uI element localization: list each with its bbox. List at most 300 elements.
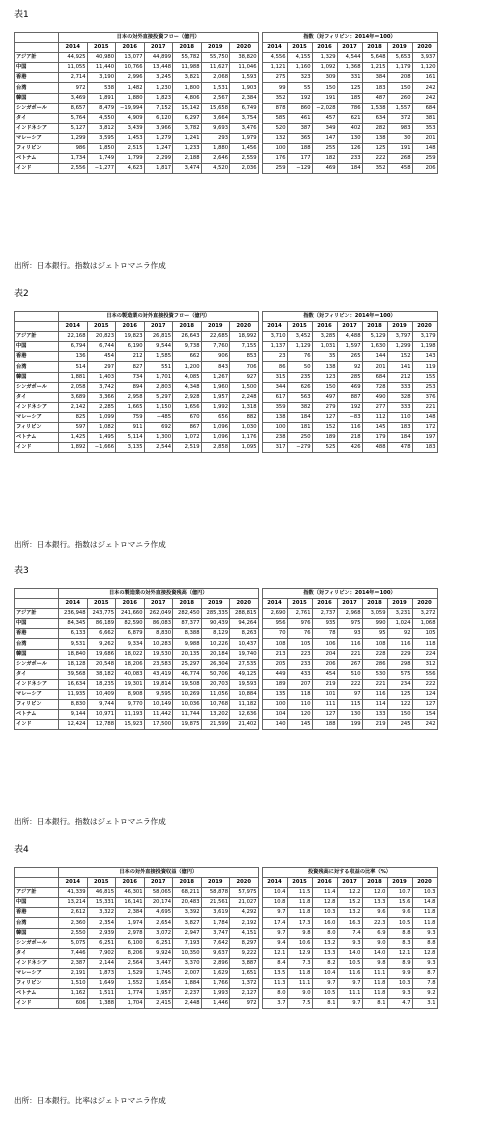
index-cell: 11.5 [287, 888, 312, 898]
index-cell: 17.3 [287, 918, 312, 928]
value-cell: 1,585 [144, 352, 173, 362]
year-header: 2018 [362, 599, 387, 609]
index-cell: 9.7 [262, 908, 287, 918]
value-cell: 3,392 [173, 908, 202, 918]
value-cell: 1,482 [116, 83, 145, 93]
index-cell: 145 [287, 720, 312, 730]
index-cell: 78 [312, 629, 337, 639]
value-cell: 1,299 [59, 133, 88, 143]
index-cell: 143 [412, 352, 437, 362]
value-cell: 1,531 [201, 83, 230, 93]
value-cell: 1,372 [230, 979, 259, 989]
value-cell: 18,022 [116, 649, 145, 659]
value-cell: 1,974 [116, 918, 145, 928]
value-cell: 7,155 [230, 342, 259, 352]
value-cell: 4,292 [230, 908, 259, 918]
index-cell: 9.7 [312, 979, 337, 989]
index-cell: 183 [412, 443, 437, 453]
value-cell: 11,442 [144, 710, 173, 720]
table-row [15, 443, 438, 453]
value-cell: 6,879 [116, 629, 145, 639]
index-cell: 333 [387, 382, 412, 392]
index-cell: 152 [312, 423, 337, 433]
value-cell: 20,703 [201, 679, 230, 689]
table-row [15, 609, 438, 619]
table-row [15, 958, 438, 968]
value-cell: 82,590 [116, 619, 145, 629]
value-cell: 1,072 [173, 433, 202, 443]
row-label: シンガポール [15, 938, 59, 948]
value-cell: 1,403 [87, 372, 116, 382]
value-cell: 1,230 [144, 83, 173, 93]
value-cell: 10,283 [144, 639, 173, 649]
value-cell: 706 [230, 362, 259, 372]
index-cell: 30 [387, 133, 412, 143]
index-cell: 11.8 [412, 918, 437, 928]
index-cell: 221 [412, 402, 437, 412]
index-cell: 13.2 [337, 908, 362, 918]
table-row [15, 123, 438, 133]
value-cell: 4,623 [116, 164, 145, 174]
value-cell: 827 [116, 362, 145, 372]
index-cell: 147 [312, 133, 337, 143]
value-cell: 39,568 [59, 669, 88, 679]
index-cell: 35 [312, 352, 337, 362]
row-label: 中国 [15, 63, 59, 73]
index-cell: 106 [312, 639, 337, 649]
index-cell: 235 [287, 372, 312, 382]
value-cell: 1,099 [87, 412, 116, 422]
value-cell: 38,820 [230, 53, 259, 63]
index-cell: 344 [262, 382, 287, 392]
value-cell: 3,245 [144, 73, 173, 83]
index-cell: 9.3 [337, 938, 362, 948]
row-label: ベトナム [15, 154, 59, 164]
index-cell: 975 [337, 619, 362, 629]
value-cell: 2,958 [116, 392, 145, 402]
year-header: 2014 [59, 43, 88, 53]
table-row [15, 73, 438, 83]
value-cell: 3,619 [201, 908, 230, 918]
value-cell: 8,830 [144, 629, 173, 639]
value-cell: 1,233 [173, 144, 202, 154]
index-cell: 1,068 [412, 619, 437, 629]
value-cell: 2,068 [201, 73, 230, 83]
row-label: 中国 [15, 619, 59, 629]
value-cell: 1,957 [201, 392, 230, 402]
index-cell: 135 [262, 689, 287, 699]
value-cell: 1,593 [230, 73, 259, 83]
index-cell: 110 [387, 412, 412, 422]
value-cell: 87,377 [173, 619, 202, 629]
index-cell: 312 [412, 659, 437, 669]
index-cell: 349 [312, 123, 337, 133]
row-label: フィリピン [15, 144, 59, 154]
index-cell: 9.3 [412, 958, 437, 968]
index-cell: 233 [337, 154, 362, 164]
table-row [15, 164, 438, 174]
index-cell: 127 [312, 412, 337, 422]
index-cell: 219 [312, 679, 337, 689]
index-cell: 260 [387, 93, 412, 103]
index-cell: 188 [287, 144, 312, 154]
group-header-row [15, 589, 438, 599]
index-cell: 125 [337, 83, 362, 93]
value-cell: 6,100 [116, 938, 145, 948]
index-cell: 116 [362, 689, 387, 699]
index-cell: 1,031 [312, 342, 337, 352]
value-cell: 1,957 [144, 989, 173, 999]
index-cell: 192 [337, 402, 362, 412]
index-cell: 487 [362, 93, 387, 103]
index-cell: 242 [412, 93, 437, 103]
index-cell: 154 [412, 710, 437, 720]
right-group-header: 指数（対フィリピン：2014年＝100） [262, 33, 437, 43]
source-note: 出所：日本銀行。指数はジェトロマニラ作成 [14, 540, 166, 549]
year-header: 2018 [362, 43, 387, 53]
index-cell: 3,710 [262, 332, 287, 342]
row-label: シンガポール [15, 382, 59, 392]
right-group-header: 指数（対フィリピン：2014年＝100） [262, 589, 437, 599]
index-cell: 213 [262, 649, 287, 659]
value-cell: 1,745 [144, 968, 173, 978]
value-cell: 5,127 [59, 123, 88, 133]
index-cell: 155 [412, 372, 437, 382]
row-label: インド [15, 720, 59, 730]
value-cell: 136 [59, 352, 88, 362]
corner-cell [15, 589, 59, 599]
index-cell: 4.7 [387, 999, 412, 1009]
index-cell: 317 [262, 443, 287, 453]
index-cell: 221 [337, 649, 362, 659]
value-cell: 58,878 [201, 888, 230, 898]
index-cell: 148 [412, 144, 437, 154]
value-cell: 3,366 [87, 392, 116, 402]
value-cell: 1,817 [144, 164, 173, 174]
index-cell: 95 [362, 629, 387, 639]
table-row [15, 989, 438, 999]
value-cell: 9,744 [87, 700, 116, 710]
value-cell: 16,141 [116, 898, 145, 908]
value-cell: 10,149 [144, 700, 173, 710]
value-cell: 4,348 [173, 382, 202, 392]
source-note: 出所：日本銀行。指数はジェトロマニラ作成 [14, 817, 166, 826]
index-cell: 183 [362, 83, 387, 93]
index-cell: 11.1 [337, 989, 362, 999]
index-cell: 469 [312, 164, 337, 174]
value-cell: 21,561 [201, 898, 230, 908]
value-cell: 49,125 [230, 669, 259, 679]
value-cell: 2,550 [59, 928, 88, 938]
index-cell: 575 [387, 669, 412, 679]
index-cell: 3,059 [362, 609, 387, 619]
index-cell: 1,368 [337, 63, 362, 73]
value-cell: 21,402 [230, 720, 259, 730]
value-cell: 13,077 [116, 53, 145, 63]
row-label: アジア計 [15, 888, 59, 898]
value-cell: 6,133 [59, 629, 88, 639]
value-cell: 9,531 [59, 639, 88, 649]
index-cell: 14.0 [362, 948, 387, 958]
index-cell: 4,488 [337, 332, 362, 342]
year-header: 2017 [337, 878, 362, 888]
table-row [15, 402, 438, 412]
value-cell: 2,928 [173, 392, 202, 402]
year-header: 2017 [144, 322, 173, 332]
index-cell: 201 [412, 133, 437, 143]
index-cell: 184 [287, 412, 312, 422]
table-row [15, 412, 438, 422]
index-cell: −129 [287, 164, 312, 174]
table-row [15, 372, 438, 382]
index-cell: 9.7 [337, 999, 362, 1009]
value-cell: 6,297 [173, 113, 202, 123]
index-cell: 242 [412, 83, 437, 93]
index-cell: 1,137 [262, 342, 287, 352]
value-cell: 6,749 [230, 103, 259, 113]
index-cell: 191 [312, 93, 337, 103]
index-cell: 520 [262, 123, 287, 133]
index-cell: 9.6 [362, 908, 387, 918]
index-cell: 112 [362, 412, 387, 422]
value-cell: 1,267 [201, 372, 230, 382]
index-cell: 76 [287, 352, 312, 362]
value-cell: 8,206 [116, 948, 145, 958]
index-cell: 11.8 [412, 908, 437, 918]
table-row [15, 928, 438, 938]
value-cell: 13,448 [144, 63, 173, 73]
index-cell: 104 [262, 710, 287, 720]
value-cell: 4,909 [116, 113, 145, 123]
value-cell: 6,251 [87, 938, 116, 948]
year-header: 2017 [337, 322, 362, 332]
table-row [15, 918, 438, 928]
table-title: 表4 [14, 845, 29, 855]
index-cell: 17.4 [262, 918, 287, 928]
index-cell: 199 [337, 720, 362, 730]
value-cell: 1,529 [116, 968, 145, 978]
row-label: ベトナム [15, 433, 59, 443]
index-cell: 16.0 [312, 918, 337, 928]
index-cell: 3,452 [287, 332, 312, 342]
row-label: 韓国 [15, 928, 59, 938]
index-cell: 150 [312, 382, 337, 392]
year-header: 2014 [59, 878, 88, 888]
value-cell: 19,875 [173, 720, 202, 730]
index-cell: 298 [387, 659, 412, 669]
index-cell: 189 [312, 433, 337, 443]
index-cell: 525 [312, 443, 337, 453]
index-cell: 11.8 [287, 898, 312, 908]
value-cell: 19,593 [230, 679, 259, 689]
index-cell: 3,285 [312, 332, 337, 342]
value-cell: 1,300 [144, 433, 173, 443]
value-cell: 20,483 [173, 898, 202, 908]
value-cell: 538 [87, 83, 116, 93]
data-table [14, 588, 438, 730]
index-cell: 9.0 [362, 938, 387, 948]
table-title: 表1 [14, 10, 29, 20]
value-cell: 68,211 [173, 888, 202, 898]
row-label: インドネシア [15, 123, 59, 133]
index-cell: 8.1 [312, 999, 337, 1009]
index-cell: 4,155 [287, 53, 312, 63]
table-row [15, 679, 438, 689]
value-cell: 656 [201, 412, 230, 422]
index-cell: 255 [312, 144, 337, 154]
table-row [15, 968, 438, 978]
value-cell: 2,519 [173, 443, 202, 453]
row-label: シンガポール [15, 659, 59, 669]
value-cell: 1,880 [116, 93, 145, 103]
table-row [15, 392, 438, 402]
value-cell: 8,830 [59, 700, 88, 710]
index-cell: 1,024 [387, 619, 412, 629]
value-cell: 297 [87, 362, 116, 372]
index-cell: 76 [287, 629, 312, 639]
value-cell: 7,446 [59, 948, 88, 958]
value-cell: 1,992 [201, 402, 230, 412]
index-cell: 205 [262, 659, 287, 669]
value-cell: 21,599 [201, 720, 230, 730]
value-cell: 906 [201, 352, 230, 362]
index-cell: 50 [287, 362, 312, 372]
row-label: アジア計 [15, 332, 59, 342]
value-cell: 9,770 [116, 700, 145, 710]
value-cell: 55,750 [201, 53, 230, 63]
index-cell: 116 [337, 639, 362, 649]
index-cell: 10.4 [312, 968, 337, 978]
value-cell: 1,800 [173, 83, 202, 93]
value-cell: 2,654 [144, 918, 173, 928]
index-cell: 9.4 [262, 938, 287, 948]
index-cell: 12.8 [312, 898, 337, 908]
index-cell: 11.3 [262, 979, 287, 989]
value-cell: 86,083 [144, 619, 173, 629]
index-cell: 111 [312, 700, 337, 710]
row-label: 香港 [15, 908, 59, 918]
index-cell: 127 [312, 710, 337, 720]
value-cell: 9,988 [173, 639, 202, 649]
table-row [15, 53, 438, 63]
value-cell: 670 [173, 412, 202, 422]
index-cell: 490 [362, 392, 387, 402]
table-row [15, 332, 438, 342]
index-cell: 9.9 [387, 968, 412, 978]
index-cell: 1,557 [387, 103, 412, 113]
index-cell: 130 [337, 710, 362, 720]
value-cell: 2,299 [144, 154, 173, 164]
index-cell: 206 [412, 164, 437, 174]
value-cell: 46,815 [87, 888, 116, 898]
value-cell: 10,437 [230, 639, 259, 649]
row-label: インドネシア [15, 958, 59, 968]
corner-cell [15, 43, 59, 53]
index-cell: 23 [262, 352, 287, 362]
corner-cell [15, 878, 59, 888]
index-cell: 983 [387, 123, 412, 133]
year-header-row [15, 43, 438, 53]
index-cell: 14.8 [412, 898, 437, 908]
value-cell: 843 [201, 362, 230, 372]
value-cell: 972 [59, 83, 88, 93]
index-cell: 9.7 [262, 928, 287, 938]
row-label: 台湾 [15, 639, 59, 649]
value-cell: 551 [144, 362, 173, 372]
index-cell: 8.0 [262, 989, 287, 999]
index-cell: 181 [287, 423, 312, 433]
value-cell: 1,850 [87, 144, 116, 154]
index-cell: 11.8 [362, 989, 387, 999]
source-note: 出所：日本銀行。比率はジェトロマニラ作成 [14, 1096, 166, 1105]
value-cell: 11,440 [87, 63, 116, 73]
value-cell: 1,903 [230, 83, 259, 93]
row-label: インドネシア [15, 402, 59, 412]
value-cell: 1,993 [201, 989, 230, 999]
year-header: 2015 [287, 599, 312, 609]
index-cell: −279 [287, 443, 312, 453]
index-cell: 4,556 [262, 53, 287, 63]
year-header: 2020 [230, 322, 259, 332]
index-cell: 990 [362, 619, 387, 629]
row-label: タイ [15, 669, 59, 679]
value-cell: 20,184 [201, 649, 230, 659]
year-header: 2015 [287, 878, 312, 888]
index-cell: 188 [312, 720, 337, 730]
index-cell: 277 [362, 402, 387, 412]
value-cell: 2,714 [59, 73, 88, 83]
value-cell: 662 [173, 352, 202, 362]
value-cell: 692 [144, 423, 173, 433]
index-cell: 219 [362, 720, 387, 730]
index-cell: 259 [262, 164, 287, 174]
value-cell: 2,036 [230, 164, 259, 174]
index-cell: 684 [362, 372, 387, 382]
value-cell: 882 [230, 412, 259, 422]
year-header: 2014 [262, 43, 287, 53]
value-cell: 2,191 [59, 968, 88, 978]
value-cell: 1,425 [59, 433, 88, 443]
year-header: 2018 [362, 878, 387, 888]
index-cell: 10.3 [312, 908, 337, 918]
index-cell: 328 [387, 392, 412, 402]
row-label: マレーシア [15, 968, 59, 978]
index-cell: 105 [287, 639, 312, 649]
index-cell: 119 [412, 362, 437, 372]
row-label: 韓国 [15, 649, 59, 659]
value-cell: 11,055 [59, 63, 88, 73]
index-cell: 234 [387, 679, 412, 689]
year-header: 2015 [287, 322, 312, 332]
index-cell: 11.1 [362, 968, 387, 978]
index-cell: 376 [412, 392, 437, 402]
index-cell: 13.3 [362, 898, 387, 908]
value-cell: 7,193 [173, 938, 202, 948]
index-cell: 184 [387, 433, 412, 443]
index-cell: 9.6 [387, 908, 412, 918]
left-group-header: 日本の製造業の対外直接投資残高（億円） [59, 589, 259, 599]
value-cell: 2,192 [230, 918, 259, 928]
index-cell: 454 [312, 669, 337, 679]
value-cell: 3,370 [173, 958, 202, 968]
index-cell: 9.3 [387, 989, 412, 999]
corner-cell [15, 33, 59, 43]
group-header-row [15, 33, 438, 43]
value-cell: 1,388 [87, 999, 116, 1009]
value-cell: 2,567 [201, 93, 230, 103]
value-cell: 26,304 [201, 659, 230, 669]
year-header: 2018 [362, 322, 387, 332]
